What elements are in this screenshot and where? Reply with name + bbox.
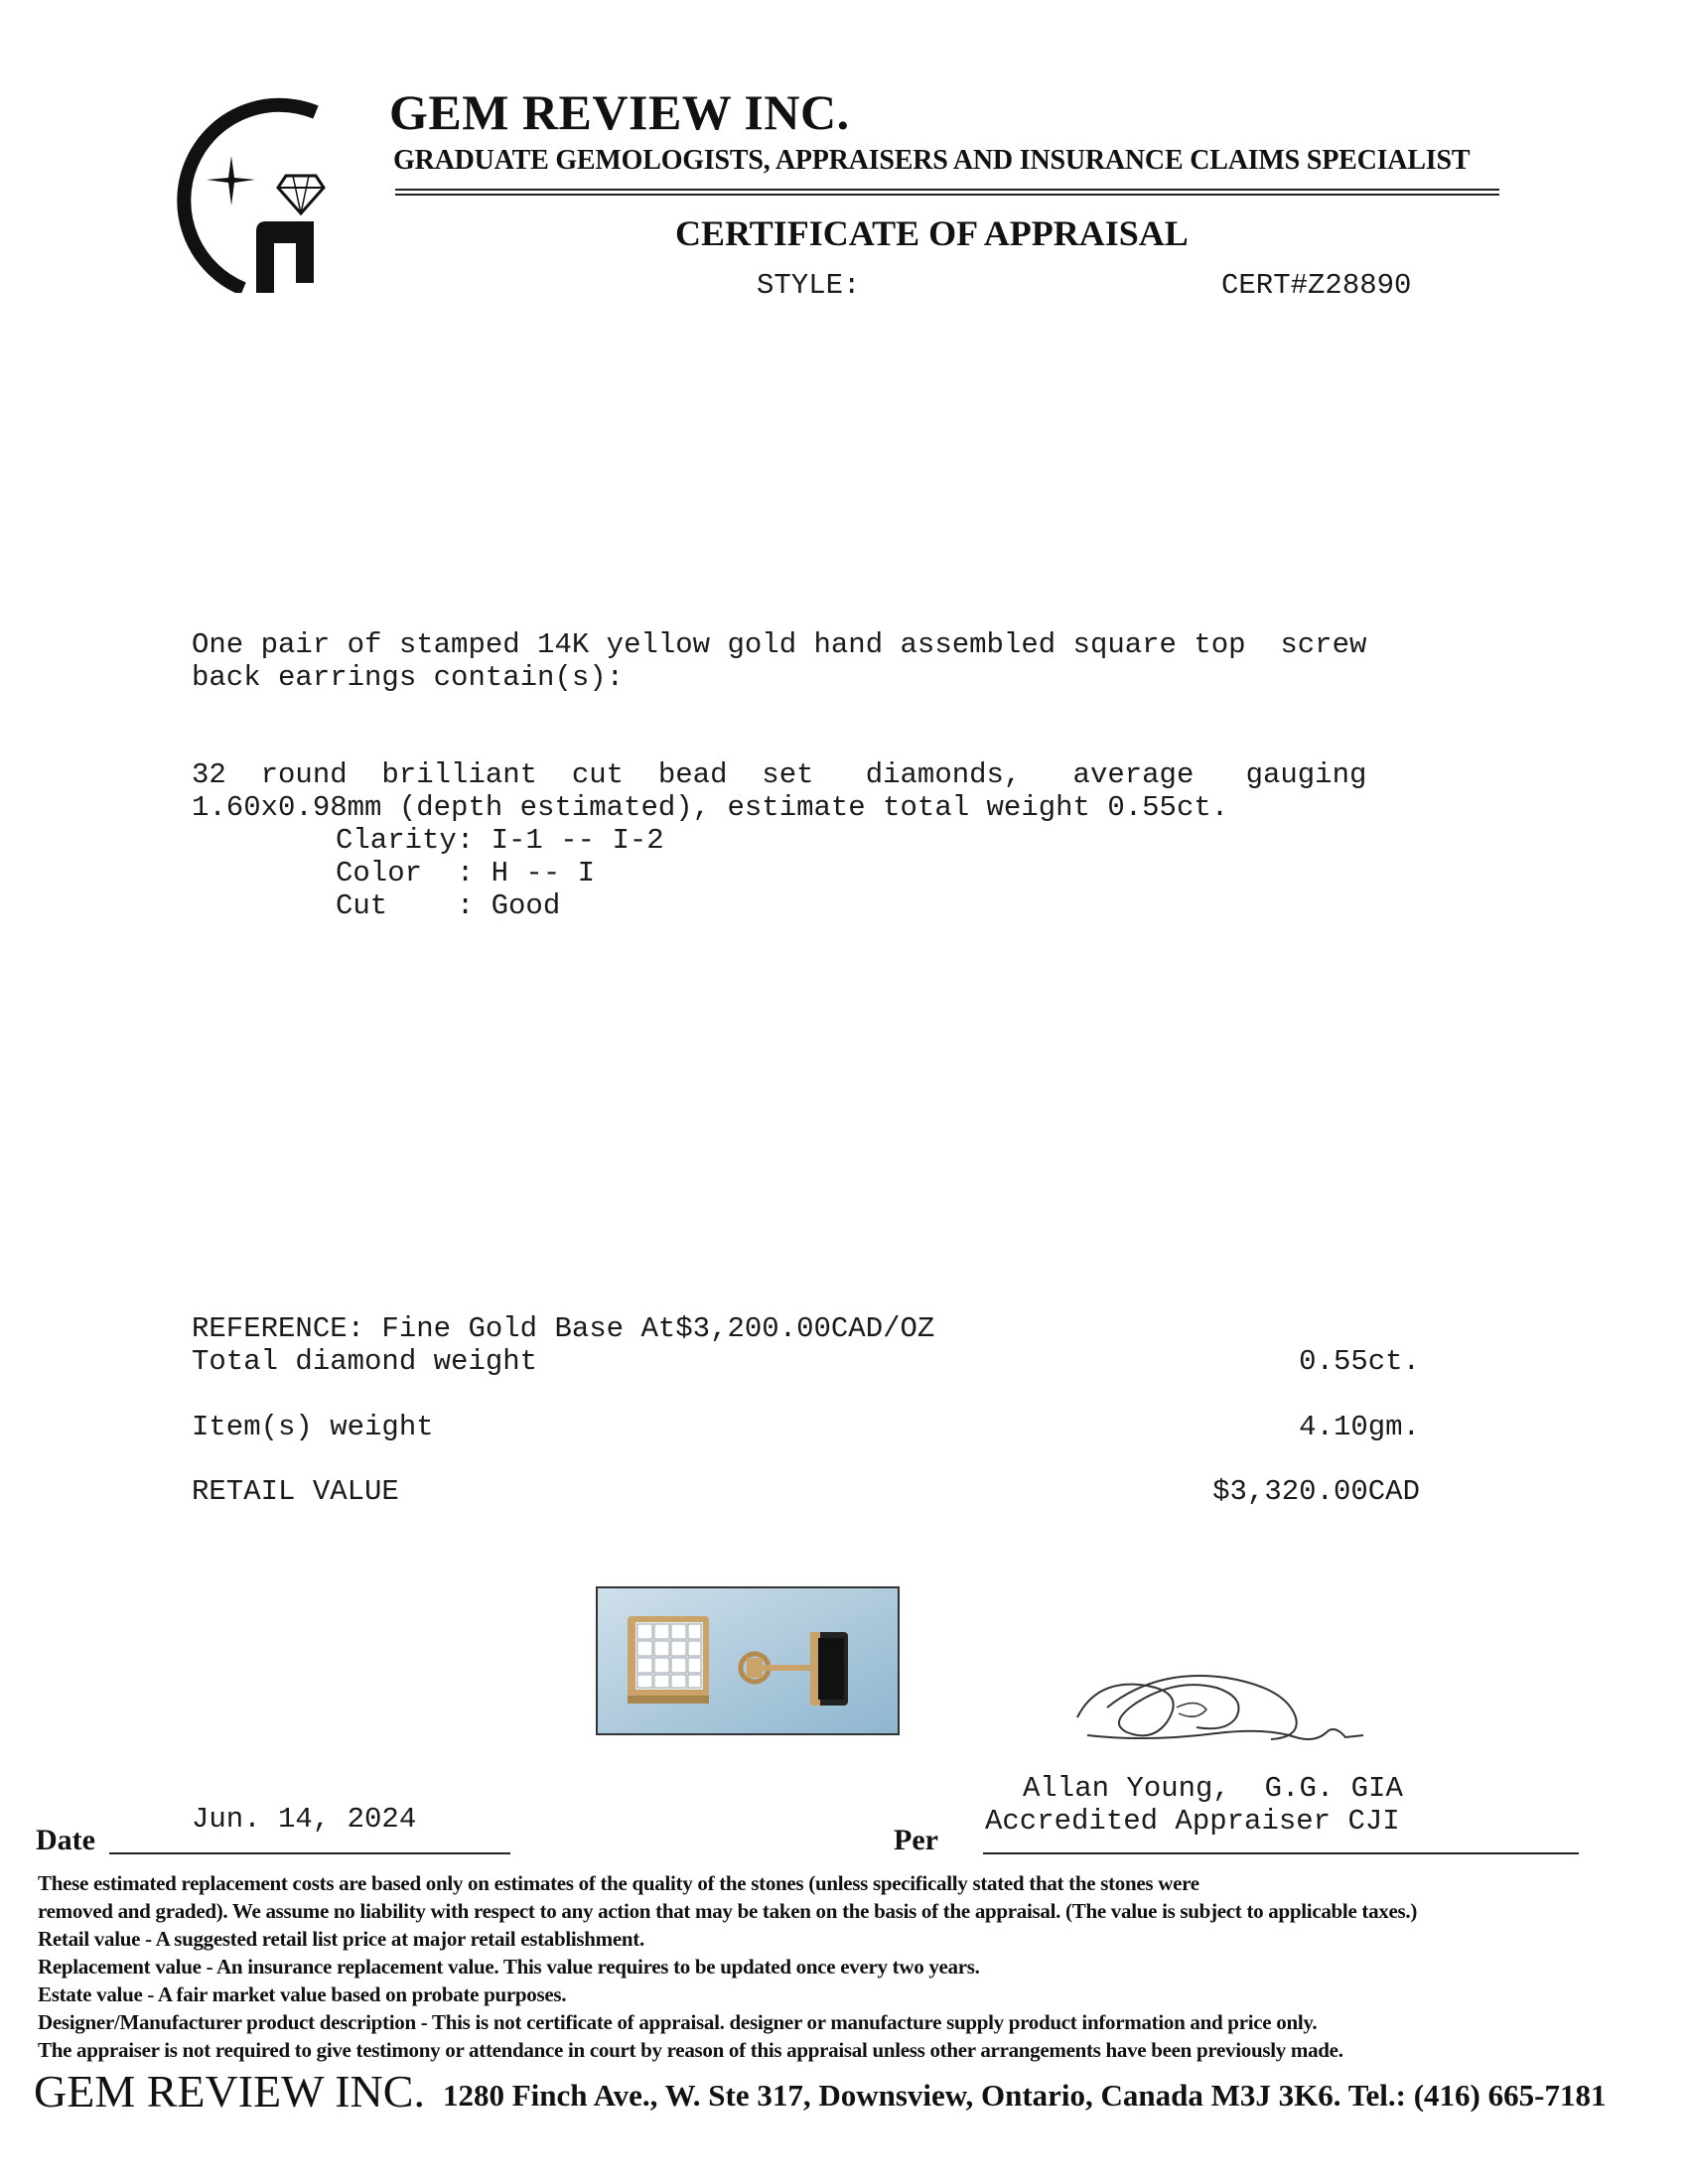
item-weight-value: 4.10gm. [1299,1411,1420,1443]
earring-front [628,1616,709,1704]
appraiser-name: Allan Young, G.G. GIA [1023,1772,1403,1805]
total-diamond-weight-label: Total diamond weight [192,1345,538,1378]
date-label: Date [36,1824,95,1856]
footer-company-name: GEM REVIEW INC. [34,2066,425,2116]
per-line [983,1852,1579,1854]
fine-print-line-1: These estimated replacement costs are based only on estimates of the quality of the stones (unless specifically stated that the stones were [38,1871,1199,1895]
cert-number: CERT#Z28890 [1221,269,1412,302]
total-diamond-weight-value: 0.55ct. [1299,1345,1420,1378]
company-tagline: GRADUATE GEMOLOGISTS, APPRAISERS AND INSURANCE CLAIMS SPECIALIST [393,145,1471,176]
spec-color: Color : H -- I [336,857,596,889]
date-value: Jun. 14, 2024 [192,1803,417,1836]
certificate-title: CERTIFICATE OF APPRAISAL [675,213,1189,253]
appraiser-title: Accredited Appraiser CJI [985,1805,1400,1838]
description-line-2: back earrings contain(s): [192,661,625,694]
company-name: GEM REVIEW INC. [389,84,850,140]
retail-value-label: RETAIL VALUE [192,1475,399,1508]
fine-print-line-3: Retail value - A suggested retail list price at major retail establishment. [38,1927,644,1951]
fine-print-line-4: Replacement value - An insurance replacement value. This value requires to be updated once every two years. [38,1955,980,1979]
earring-image [598,1588,898,1733]
spec-clarity: Clarity: I-1 -- I-2 [336,824,664,857]
description-line-3: 32 round brilliant cut bead set diamonds, average gauging [192,758,1367,791]
footer-address: 1280 Finch Ave., W. Ste 317, Downsview, Ontario, Canada M3J 3K6. Tel.: (416) 665-7181 [443,2078,1607,2113]
item-weight-label: Item(s) weight [192,1411,434,1443]
header-rule-bottom [395,194,1499,196]
fine-print-line-5: Estate value - A fair market value based on probate purposes. [38,1982,567,2006]
per-label: Per [894,1824,938,1856]
appraiser-signature [1067,1648,1385,1767]
style-label: STYLE: [757,269,861,302]
gem-review-logo [139,94,338,293]
reference-line: REFERENCE: Fine Gold Base At$3,200.00CAD/OZ [192,1312,935,1345]
header-rule-top [395,189,1499,191]
earring-side [810,1632,848,1706]
earring-photo [596,1586,900,1735]
retail-value-amount: $3,320.00CAD [1212,1475,1420,1508]
fine-print-line-7: The appraiser is not required to give testimony or attendance in court by reason of this appraisal unless other arrangements have been previously made. [38,2038,1343,2062]
fine-print-line-6: Designer/Manufacturer product description - This is not certificate of appraisal. designer or manufacture supply product information and price only. [38,2010,1318,2034]
date-line [109,1852,510,1854]
spec-cut: Cut : Good [336,889,561,922]
description-line-4: 1.60x0.98mm (depth estimated), estimate total weight 0.55ct. [192,791,1229,824]
description-line-1: One pair of stamped 14K yellow gold hand assembled square top screw [192,628,1367,661]
fine-print-line-2: removed and graded). We assume no liability with respect to any action that may be taken on the basis of the appraisal. (The value is subject to applicable taxes.) [38,1899,1418,1923]
